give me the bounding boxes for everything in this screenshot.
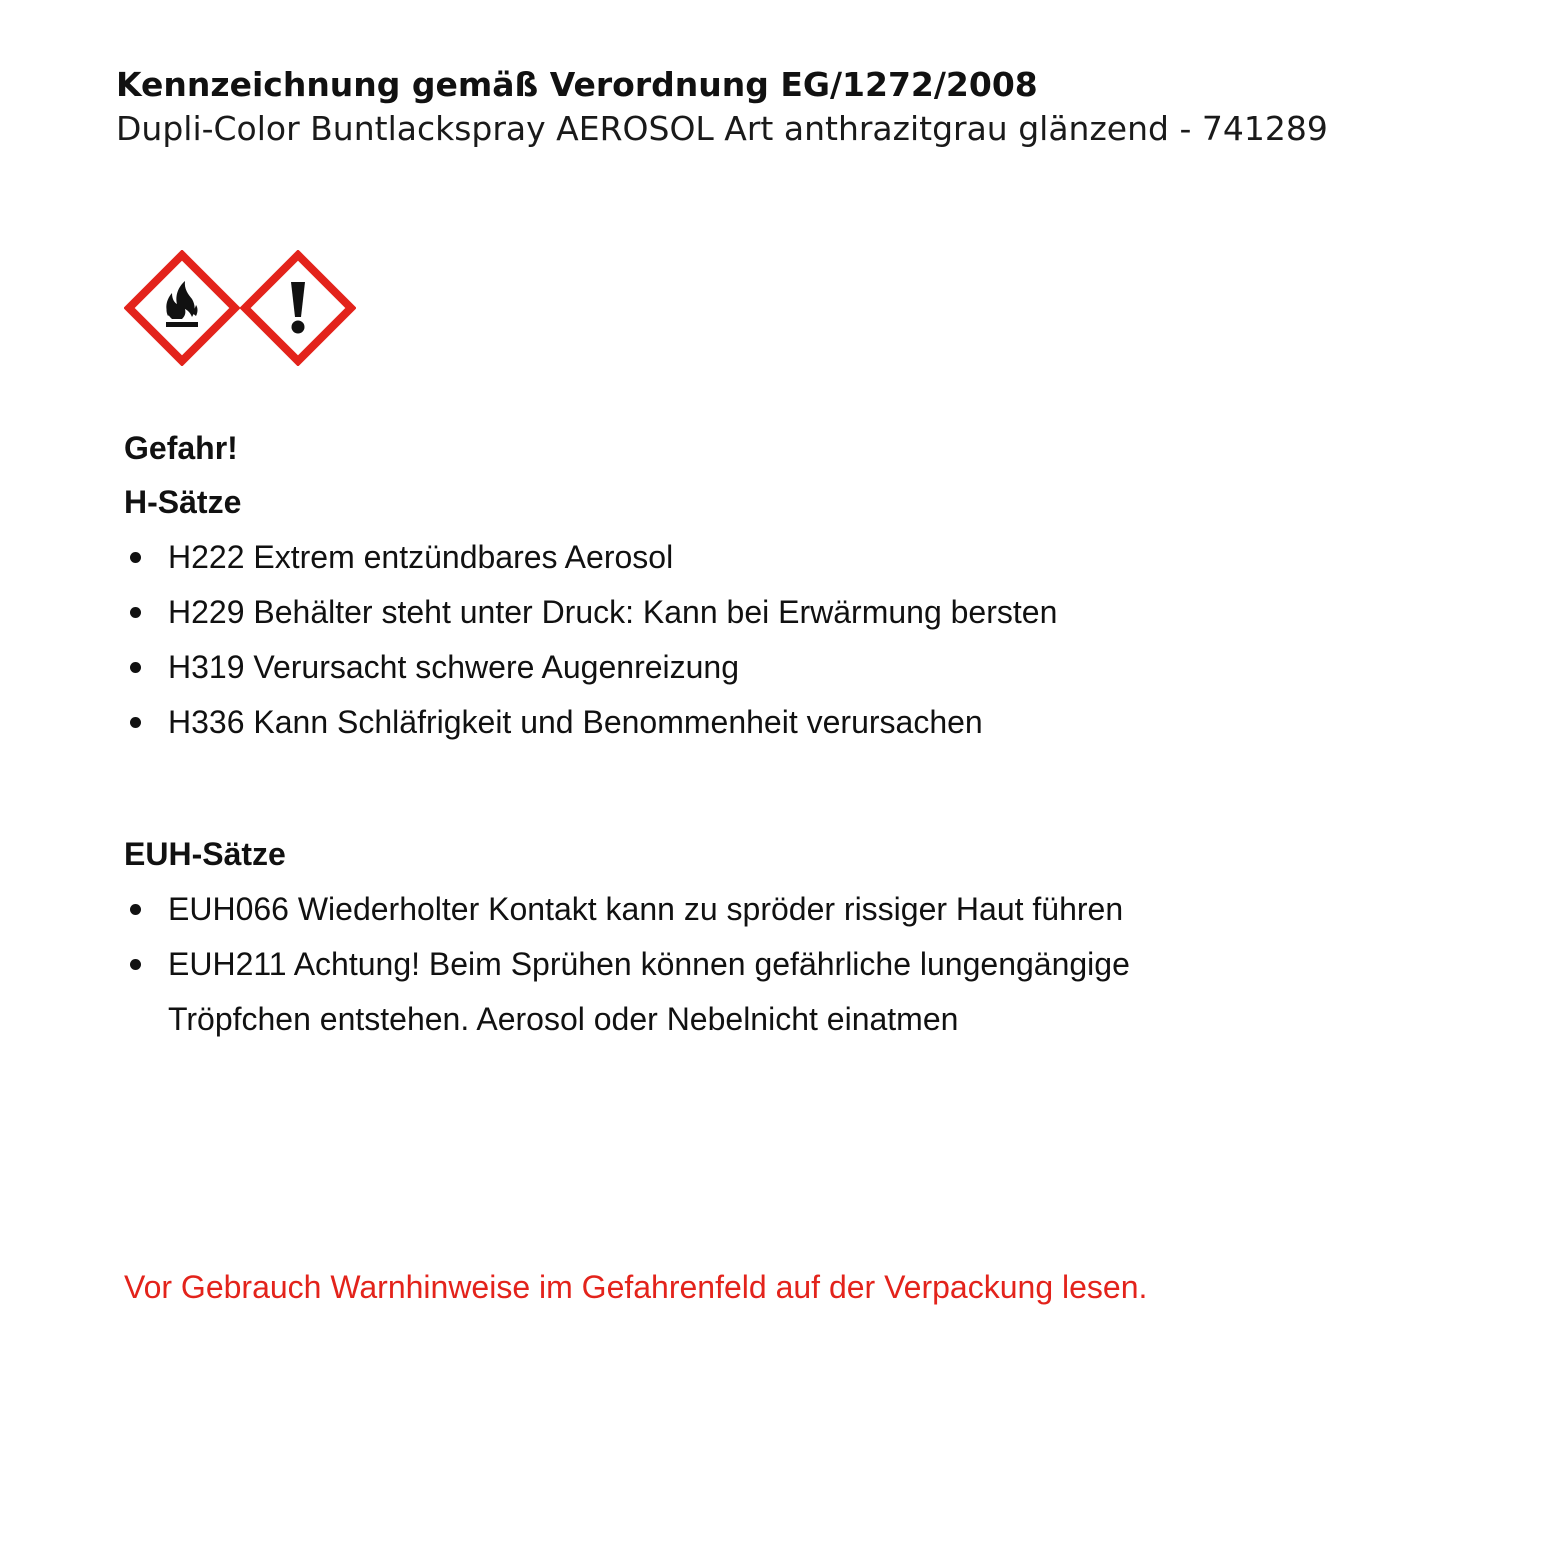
euh-statements-heading: EUH-Sätze	[124, 836, 286, 872]
hazard-content	[124, 424, 1184, 1047]
exclamation-mark-icon	[240, 250, 356, 366]
bullet-icon	[130, 552, 141, 563]
flame-icon	[124, 250, 240, 366]
statement-text: EUH211 Achtung! Beim Sprühen können gefährliche lungengängige Tröpfchen entstehen. Aerosol oder Nebelnicht einatmen	[168, 946, 1130, 1037]
warning-notice: Vor Gebrauch Warnhinweise im Gefahrenfeld auf der Verpackung lesen.	[124, 1269, 1148, 1305]
bullet-icon	[130, 607, 141, 618]
list-item	[124, 585, 1184, 640]
list-item	[124, 882, 1184, 937]
bullet-icon	[130, 717, 141, 728]
bullet-icon	[130, 662, 141, 673]
page-title: Kennzeichnung gemäß Verordnung EG/1272/2008	[116, 65, 1038, 104]
statement-text: H222 Extrem entzündbares Aerosol	[168, 539, 674, 575]
list-item	[124, 937, 1184, 1047]
list-item	[124, 695, 1184, 750]
euh-statements-list	[124, 882, 1184, 1047]
h-statements-list	[124, 530, 1184, 750]
signal-word: Gefahr!	[124, 430, 238, 466]
h-statements-section	[124, 478, 1184, 750]
statement-text: EUH066 Wiederholter Kontakt kann zu spröder rissiger Haut führen	[168, 891, 1124, 927]
statement-text: H319 Verursacht schwere Augenreizung	[168, 649, 740, 685]
product-name: Dupli-Color Buntlackspray AEROSOL Art anthrazitgrau glänzend - 741289	[116, 109, 1328, 148]
list-item	[124, 640, 1184, 695]
h-statements-heading: H-Sätze	[124, 484, 242, 520]
statement-text: H229 Behälter steht unter Druck: Kann bei Erwärmung bersten	[168, 594, 1058, 630]
list-item	[124, 530, 1184, 585]
ghs-pictograms	[124, 250, 356, 366]
bullet-icon	[130, 959, 141, 970]
statement-text: H336 Kann Schläfrigkeit und Benommenheit verursachen	[168, 704, 983, 740]
bullet-icon	[130, 904, 141, 915]
document-header	[116, 62, 1496, 150]
euh-statements-section	[124, 830, 1184, 1047]
